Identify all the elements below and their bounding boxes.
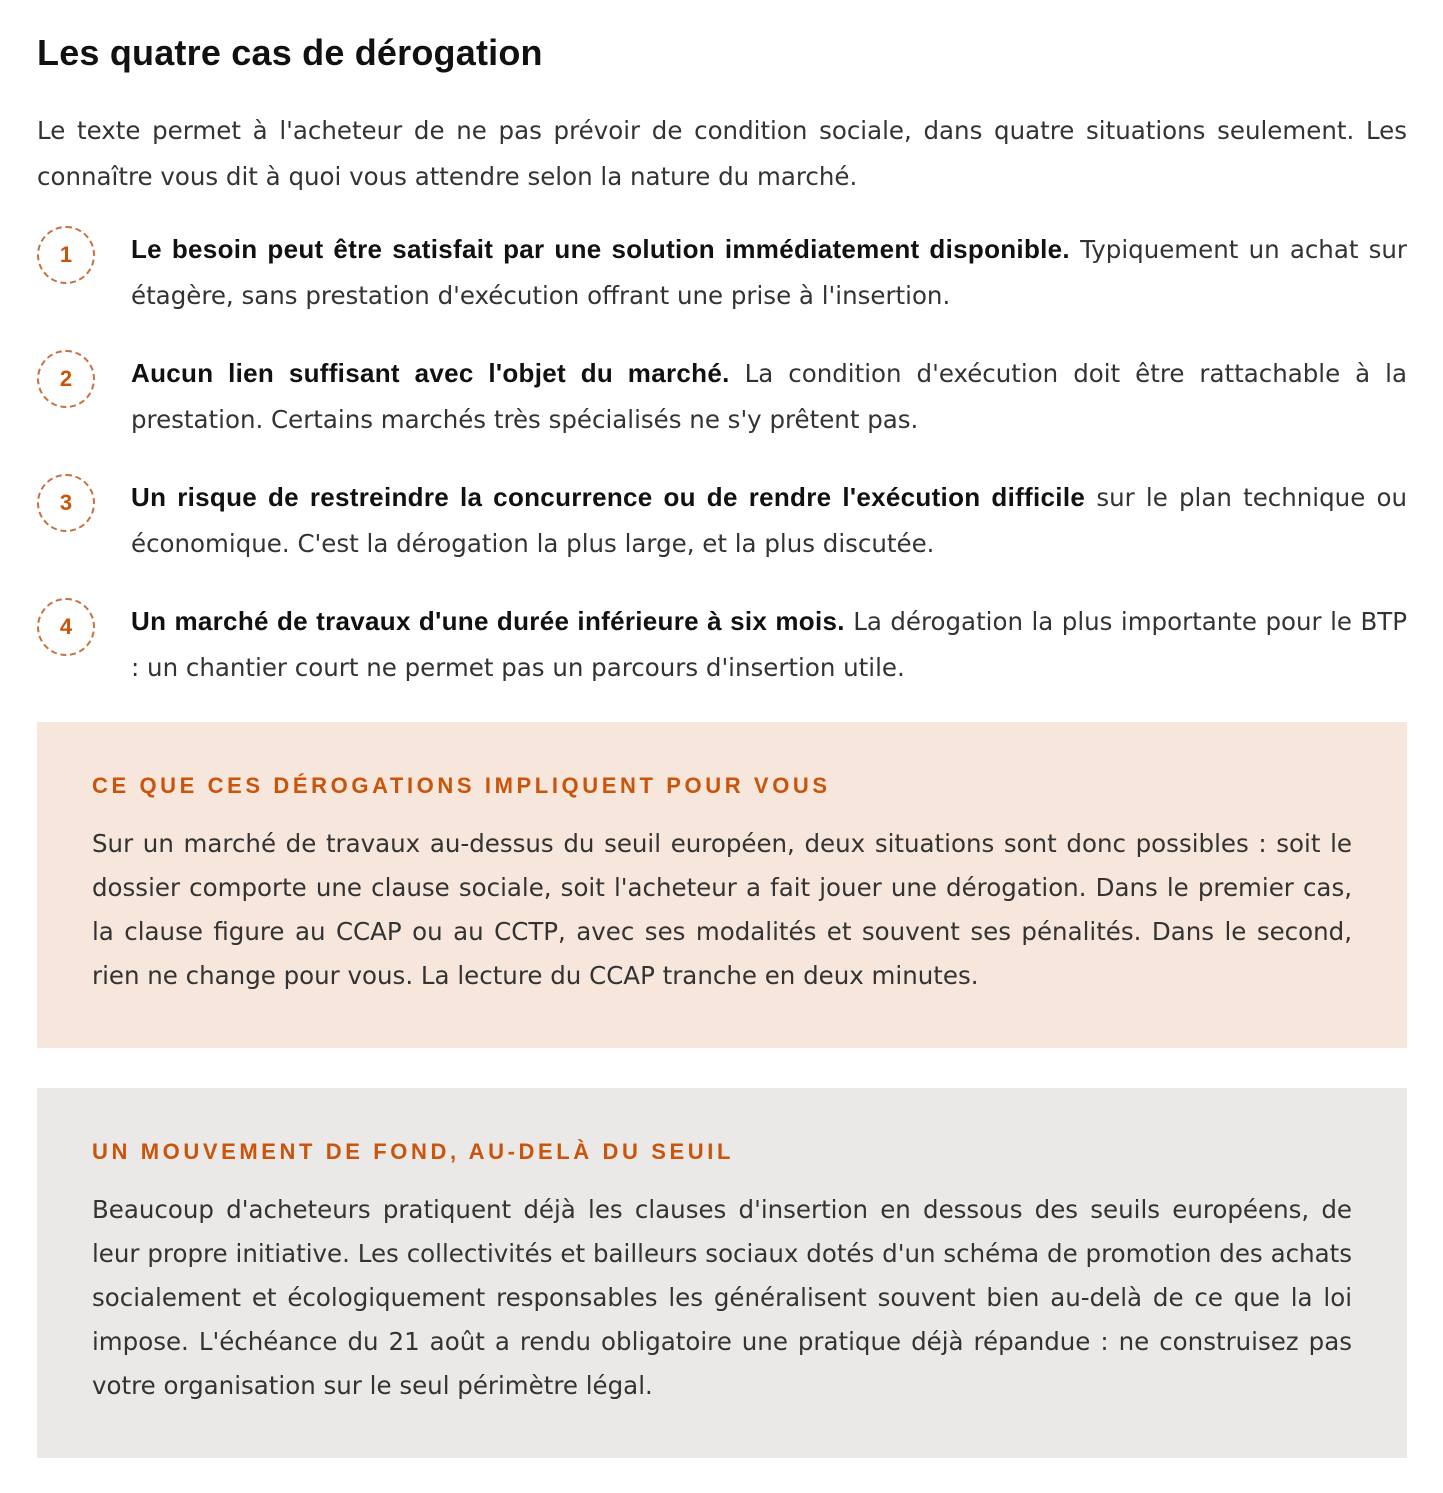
derogation-item-4 (37, 598, 1407, 691)
derogation-lead: Un risque de restreindre la concurrence ou de rendre l'exécution difficile (131, 482, 1086, 512)
article-section (37, 0, 1407, 1458)
number-badge: 4 (37, 598, 95, 656)
callout-body: Sur un marché de travaux au-dessus du seuil européen, deux situations sont donc possibles : soit le dossier comporte une clause sociale, soit l'acheteur a fait jouer une dérogation. Dans le premier cas, la clause figure au CCAP ou au CCTP, avec ses modalités et souvent ses pénalités. Dans le second, rien ne change pour vous. La lecture du CCAP tranche en deux minutes. (92, 829, 1352, 990)
intro-paragraph: Le texte permet à l'acheteur de ne pas prévoir de condition sociale, dans quatre situations seulement. Les connaître vous dit à quoi vous attendre selon la nature du marché. (37, 116, 1407, 191)
derogation-lead: Aucun lien suffisant avec l'objet du marché. (131, 358, 730, 388)
section-title: Les quatre cas de dérogation (37, 32, 543, 73)
callout-implications (37, 722, 1407, 1048)
derogation-detail: sur le plan technique ou économique. C'est la dérogation la plus large, et la plus discutée. (131, 483, 1407, 558)
derogation-detail: La condition d'exécution doit être rattachable à la prestation. Certains marchés très spécialisés ne s'y prêtent pas. (131, 359, 1407, 434)
derogation-text (131, 226, 1407, 319)
derogation-detail: La dérogation la plus importante pour le BTP : un chantier court ne permet pas un parcours d'insertion utile. (131, 607, 1407, 682)
derogation-text (131, 350, 1407, 443)
number-badge: 2 (37, 350, 95, 408)
callout-heading: CE QUE CES DÉROGATIONS IMPLIQUENT POUR VOUS (92, 773, 831, 798)
derogation-item-3 (37, 474, 1407, 567)
derogation-detail: Typiquement un achat sur étagère, sans prestation d'exécution offrant une prise à l'insertion. (131, 235, 1408, 310)
derogation-item-2 (37, 350, 1407, 443)
callout-body: Beaucoup d'acheteurs pratiquent déjà les clauses d'insertion en dessous des seuils européens, de leur propre initiative. Les collectivités et bailleurs sociaux dotés d'un schéma de promotion des achats socialement et écologiquement responsables les généralisent souvent bien au-delà de ce que la loi impose. L'échéance du 21 août a rendu obligatoire une pratique déjà répandue : ne construisez pas votre organisation sur le seul périmètre légal. (92, 1195, 1352, 1400)
number-badge: 1 (37, 226, 95, 284)
callout-movement (37, 1088, 1407, 1458)
derogation-text (131, 474, 1407, 567)
callout-heading: UN MOUVEMENT DE FOND, AU-DELÀ DU SEUIL (92, 1139, 734, 1164)
number-badge: 3 (37, 474, 95, 532)
derogation-lead: Le besoin peut être satisfait par une solution immédiatement disponible. (131, 234, 1070, 264)
derogation-lead: Un marché de travaux d'une durée inférieure à six mois. (131, 606, 845, 636)
derogation-list (37, 226, 1407, 691)
derogation-item-1 (37, 226, 1407, 319)
derogation-text (131, 598, 1407, 691)
